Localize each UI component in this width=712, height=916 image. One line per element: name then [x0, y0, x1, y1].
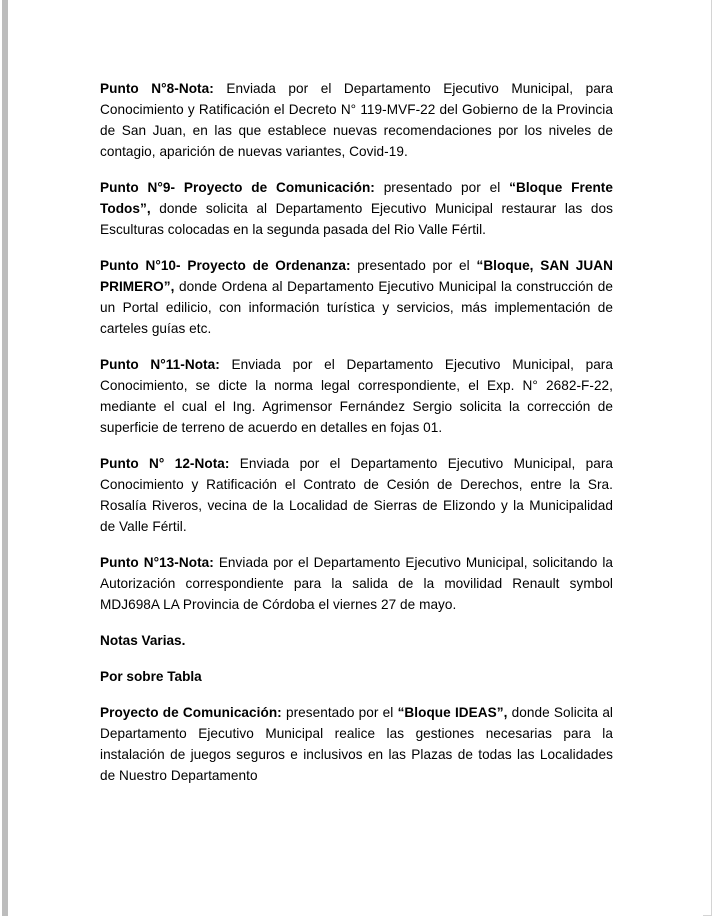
emphasis-run: Punto N° 12-Nota:: [100, 456, 230, 471]
punto-9: [100, 177, 613, 240]
punto-10: [100, 255, 613, 339]
emphasis-run: Punto N°10- Proyecto de Ordenanza:: [100, 258, 351, 273]
notas-varias-heading: [100, 630, 613, 651]
body-run: presentado por el: [350, 258, 477, 273]
emphasis-run: Por sobre Tabla: [100, 669, 202, 684]
punto-11: [100, 354, 613, 438]
punto-8: [100, 78, 613, 162]
document-text-body: [100, 78, 613, 786]
body-run: Enviada por el Departamento Ejecutivo Municipal, para Conocimiento y Ratificación el Contrato de Cesión de Derechos, entre la Sra. Rosalía Riveros, vecina de la Localidad de Sierras de Elizondo y la Municipalidad de Valle Fértil.: [100, 456, 614, 534]
body-run: donde solicita al Departamento Ejecutivo Municipal restaurar las dos Esculturas colocadas en la segunda pasada del Rio Valle Fértil.: [100, 201, 613, 237]
emphasis-run: Proyecto de Comunicación:: [100, 705, 282, 720]
body-run: Enviada por el Departamento Ejecutivo Municipal, solicitando la Autorización correspondiente para la salida de la movilidad Renault symbol MDJ698A LA Provincia de Córdoba el viernes 27 de mayo.: [100, 555, 614, 612]
emphasis-run: Punto N°8-Nota:: [100, 81, 214, 96]
body-run: presentado por el: [374, 180, 510, 195]
emphasis-run: “Bloque IDEAS”,: [397, 705, 508, 720]
por-sobre-tabla-heading: [100, 666, 613, 687]
punto-12: [100, 453, 613, 537]
page-edge-shadow: [2, 0, 8, 916]
body-run: Enviada por el Departamento Ejecutivo Municipal, para Conocimiento, se dicte la norma legal correspondiente, el Exp. N° 2682-F-22, mediante el cual el Ing. Agrimensor Fernández Sergio solicita la corrección de superficie de terreno de acuerdo en detalles en fojas 01.: [100, 357, 613, 435]
emphasis-run: Notas Varias.: [100, 633, 186, 648]
body-run: Enviada por el Departamento Ejecutivo Municipal, para Conocimiento y Ratificación el Decreto N° 119-MVF-22 del Gobierno de la Provincia de San Juan, en las que establece nuevas recomendaciones por los niveles de contagio, aparición de nuevas variantes, Covid-19.: [100, 81, 614, 159]
punto-13: [100, 552, 613, 615]
emphasis-run: Punto N°11-Nota:: [100, 357, 220, 372]
body-run: donde Ordena al Departamento Ejecutivo Municipal la construcción de un Portal edilicio, con información turística y servicios, más implementación de carteles guías etc.: [100, 279, 613, 336]
emphasis-run: Punto N°13-Nota:: [100, 555, 214, 570]
emphasis-run: Punto N°9- Proyecto de Comunicación:: [100, 180, 375, 195]
emphasis-run: “Bloque, SAN JUAN PRIMERO”,: [100, 258, 614, 294]
emphasis-run: “Bloque Frente Todos”,: [100, 180, 613, 216]
proyecto-comunicacion-ideas: [100, 702, 613, 786]
body-run: presentado por el: [281, 705, 398, 720]
body-run: donde Solicita al Departamento Ejecutivo Municipal realice las gestiones necesarias para la instalación de juegos seguros e inclusivos en las Plazas de todas las Localidades de Nuestro Departamento: [100, 705, 613, 783]
